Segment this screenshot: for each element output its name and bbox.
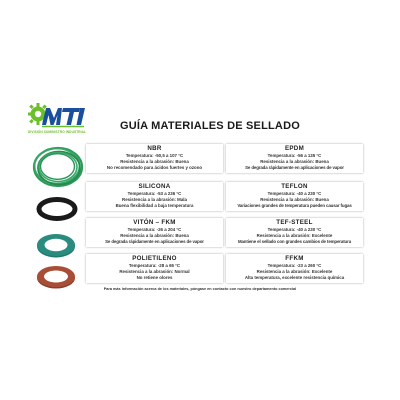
material-card-nbr (86, 144, 223, 173)
material-note: Buena flexibilidad a baja temperatura (115, 202, 194, 208)
material-name: TEF-STEEL (276, 219, 313, 226)
material-name: FFKM (285, 255, 304, 262)
material-note: No recomendado para ácidos fuertes y ozono (106, 164, 203, 170)
material-card-polietileno (86, 254, 223, 283)
material-abrasion: Resistencia a la abrasión: Excelente (256, 232, 333, 238)
material-card-silicona (86, 182, 223, 211)
material-abrasion: Resistencia a la abrasión: Buena (260, 158, 329, 164)
mti-letters (42, 108, 85, 127)
company-logo (28, 100, 92, 140)
page-title: GUÍA MATERIALES DE SELLADO (120, 120, 300, 132)
material-temperature: Temperatura: -53 a 236 °C (127, 190, 182, 196)
material-abrasion: Resistencia a la abrasión: Mala (122, 196, 187, 202)
material-name: EPDM (284, 145, 305, 152)
material-temperature: Temperatura: -26 a 204 °C (127, 226, 182, 232)
green-orings-image (30, 144, 86, 190)
material-temperature: Temperatura: -40 a 230 °C (267, 226, 322, 232)
material-temperature: Temperatura: -56 a 135 °C (267, 152, 322, 158)
material-temperature: Temperatura: -28 a 65 °C (128, 262, 181, 268)
material-note: Se degrada rápidamente en aplicaciones de vapor (105, 238, 204, 244)
material-card-viton (86, 218, 223, 247)
material-name: POLIETILENO (132, 255, 177, 262)
material-abrasion: Resistencia a la abrasión: Normal (119, 268, 190, 274)
black-seal-image (36, 196, 78, 222)
material-note: Variaciones grandes de temperatura pueden causar fugas (237, 202, 352, 208)
material-temperature: Temperatura: -50,5 a 107 °C (125, 152, 184, 158)
material-note: Alta temperatura, excelente resistencia química (244, 274, 345, 280)
material-abrasion: Resistencia a la abrasión: Excelente (256, 268, 333, 274)
material-card-tef-steel (226, 218, 363, 247)
logo-tagline: DIVISIÓN SUMINISTRO INDUSTRIAL (28, 130, 87, 134)
material-abrasion: Resistencia a la abrasión: Buena (120, 158, 189, 164)
teal-seal-image (33, 231, 79, 261)
material-temperature: Temperatura: -40 a 230 °C (267, 190, 322, 196)
contact-footer-note: Para más información acerca de los materiales, póngase en contacto con nuestro departamento comercial (103, 287, 297, 291)
material-note: No retiene olores (136, 274, 173, 280)
mti-logo-graphic (28, 100, 92, 130)
material-temperature: Temperatura: -23 a 260 °C (267, 262, 322, 268)
material-note: Se degrada rápidamente en aplicaciones de vapor (245, 164, 344, 170)
material-name: SILICONA (138, 183, 171, 190)
material-name: NBR (147, 145, 162, 152)
material-name: TEFLON (281, 183, 308, 190)
material-abrasion: Resistencia a la abrasión: Buena (260, 196, 329, 202)
material-note: Mantiene el sellado con grandes cambios de temperatura (237, 238, 352, 244)
material-abrasion: Resistencia a la abrasión: Buena (120, 232, 189, 238)
material-card-teflon (226, 182, 363, 211)
material-card-epdm (226, 144, 363, 173)
material-name: VITÓN – FKM (133, 219, 176, 226)
material-card-ffkm (226, 254, 363, 283)
